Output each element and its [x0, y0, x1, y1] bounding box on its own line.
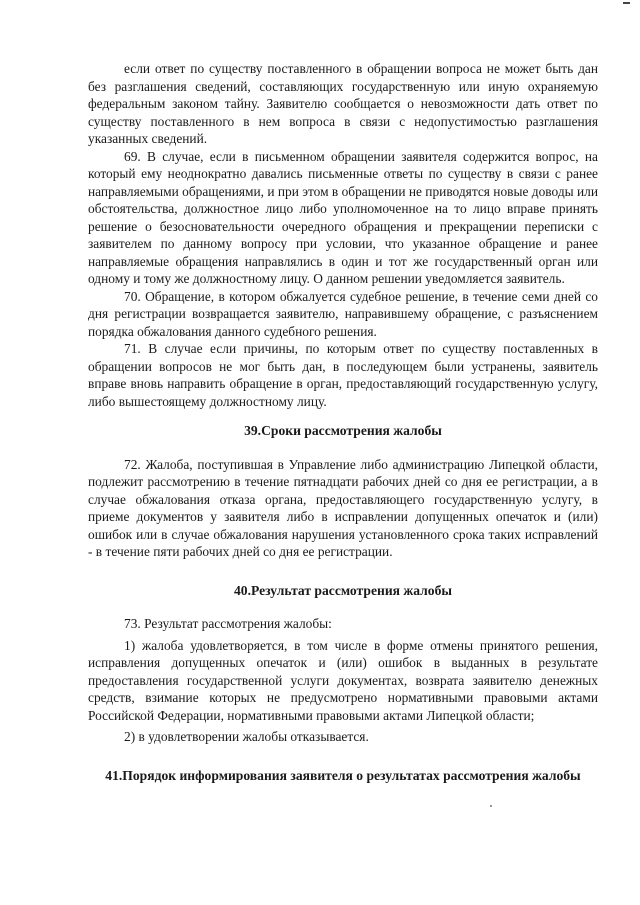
section-heading-39: 39.Сроки рассмотрения жалобы — [244, 423, 442, 438]
section-heading-41: 41.Порядок информирования заявителя о результатах рассмотрения жалобы — [105, 767, 581, 783]
scan-mark — [623, 2, 630, 4]
section-heading-40: 40.Результат рассмотрения жалобы — [233, 582, 453, 598]
paragraph-69: 69. В случае, если в письменном обращении заявителя содержится вопрос, на который ему неоднократно давались письменные ответы по существу в связи с ранее направляемыми обращениями, и при этом в обращении не приводятся новые доводы или обстоятельства, должностное лицо либо уполномоченное на то лицо вправе принять решение о безосновательности очередного обращения и прекращении переписки с заявителем по данному вопросу при условии, что указанное обращение и ранее направляемые обращения направлялись в один и тот же государственный орган или одному и тому же должностному лицу. О данном решении уведомляется заявитель. — [88, 148, 599, 286]
paragraph-73-item-2: 2) в удовлетворении жалобы отказывается. — [124, 729, 369, 744]
paragraph-72: 72. Жалоба, поступившая в Управление либо администрацию Липецкой области, подлежит рассмотрению в течение пятнадцати рабочих дней со дня ее регистрации, а в случае обжалования отказа органа, предоставляющего государственную услугу, в приеме документов у заявителя либо в исправлении допущенных опечаток и (или) ошибок или в случае обжалования нарушения установленного срока таких исправлений - в течение пяти рабочих дней со дня ее регистрации. — [88, 456, 598, 559]
paragraph-68-continuation: если ответ по существу поставленного в обращении вопроса не может быть дан без разглашения сведений, составляющих государственную или иную охраняемую федеральным законом тайну. Заявителю сообщается о невозможности дать ответ по существу поставленного в нем вопроса в связи с недопустимостью разглашения указанных сведений. — [88, 61, 598, 146]
paragraph-73-item-1: 1) жалоба удовлетворяется, в том числе в форме отмены принятого решения, исправления допущенных опечаток и (или) ошибок в выданных в результате предоставления государственной услуги документах, возврата заявителю денежных средств, взимание которых не предусмотрено нормативными правовыми актами Российской Федерации, нормативными правовыми актами Липецкой области; — [88, 637, 598, 723]
paragraph-70: 70. Обращение, в котором обжалуется судебное решение, в течение семи дней со дня регистрации возвращается заявителю, направившему обращение, с разъяснением порядка обжалования данного судебного решения. — [88, 288, 598, 339]
paragraph-73: 73. Результат рассмотрения жалобы: — [124, 616, 332, 631]
paragraph-71: 71. В случае если причины, по которым ответ по существу поставленных в обращении вопросов не мог быть дан, в последующем были устранены, заявитель вправе вновь направить обращение в орган, предоставляющий государственную услугу, либо вышестоящему должностному лицу. — [88, 341, 598, 409]
scan-speck — [490, 805, 492, 807]
page-content — [88, 60, 598, 785]
